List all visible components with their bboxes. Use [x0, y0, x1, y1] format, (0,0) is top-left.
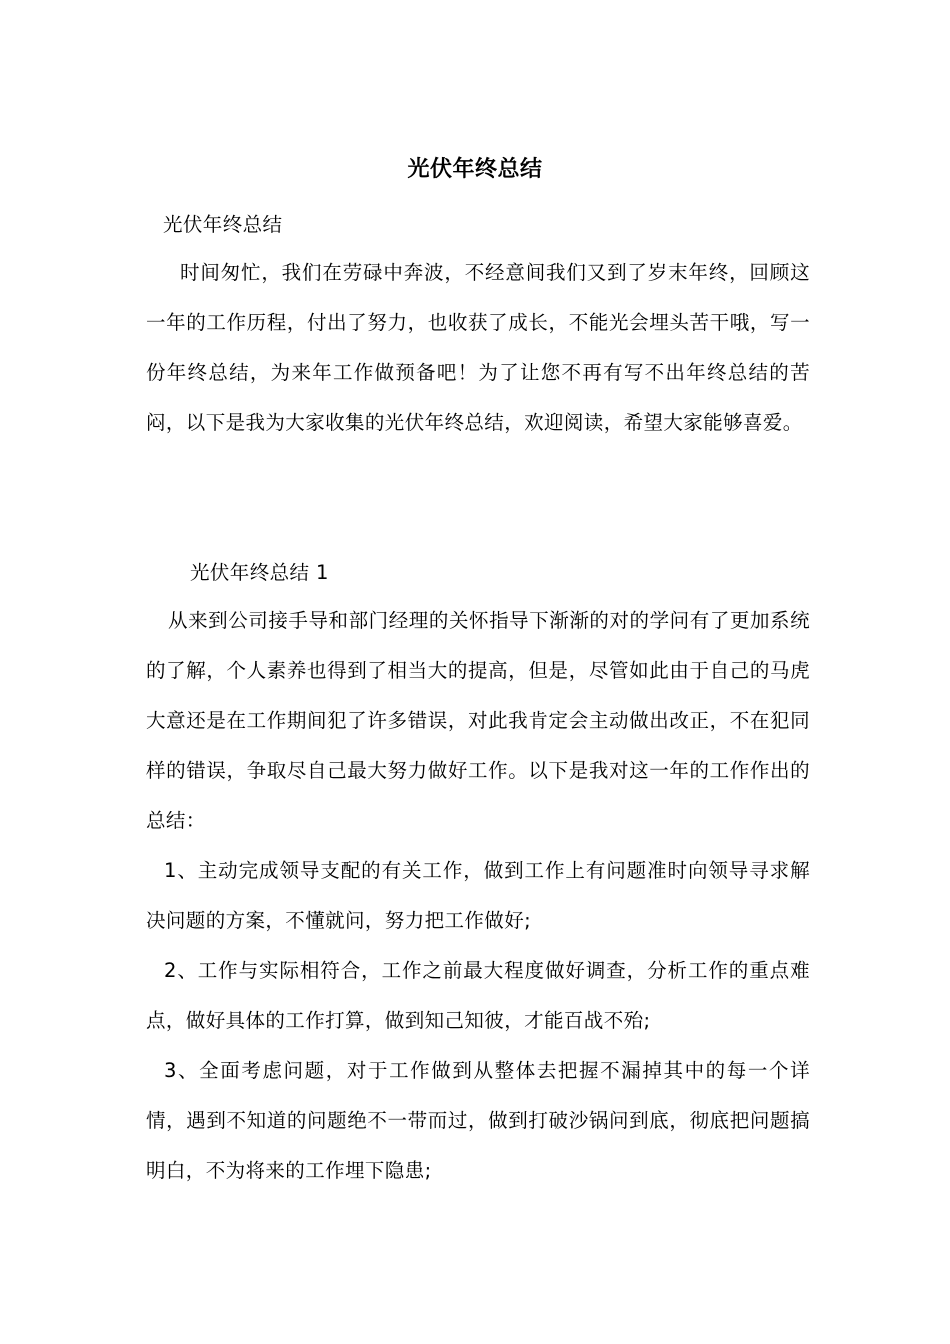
- list-item: 3、全面考虑问题，对于工作做到从整体去把握不漏掉其中的每一个详情，遇到不知道的问题绝不一带而过，做到打破沙锅问到底，彻底把问题搞明白，不为将来的工作埋下隐患;: [146, 1059, 810, 1182]
- document-subtitle: 光伏年终总结: [163, 213, 283, 236]
- section-heading: 光伏年终总结 1: [190, 561, 329, 584]
- list-item: 1、主动完成领导支配的有关工作，做到工作上有问题准时向领导寻求解决问题的方案，不懂就问，努力把工作做好;: [146, 859, 810, 932]
- list-item: 2、工作与实际相符合，工作之前最大程度做好调查，分析工作的重点难点，做好具体的工作打算，做到知己知彼，才能百战不殆;: [146, 959, 810, 1032]
- intro-paragraph: 时间匆忙，我们在劳碌中奔波，不经意间我们又到了岁末年终，回顾这一年的工作历程，付出了努力，也收获了成长，不能光会埋头苦干哦，写一份年终总结，为来年工作做预备吧！为了让您不再有写不出年终总结的苦闷，以下是我为大家收集的光伏年终总结，欢迎阅读，希望大家能够喜爱。: [146, 261, 810, 434]
- document-title: 光伏年终总结: [407, 157, 543, 182]
- section-paragraph: 从来到公司接手导和部门经理的关怀指导下渐渐的对的学问有了更加系统的了解，个人素养也得到了相当大的提高，但是，尽管如此由于自己的马虎大意还是在工作期间犯了许多错误，对此我肯定会主动做出改正，不在犯同样的错误，争取尽自己最大努力做好工作。以下是我对这一年的工作作出的总结：: [146, 609, 810, 832]
